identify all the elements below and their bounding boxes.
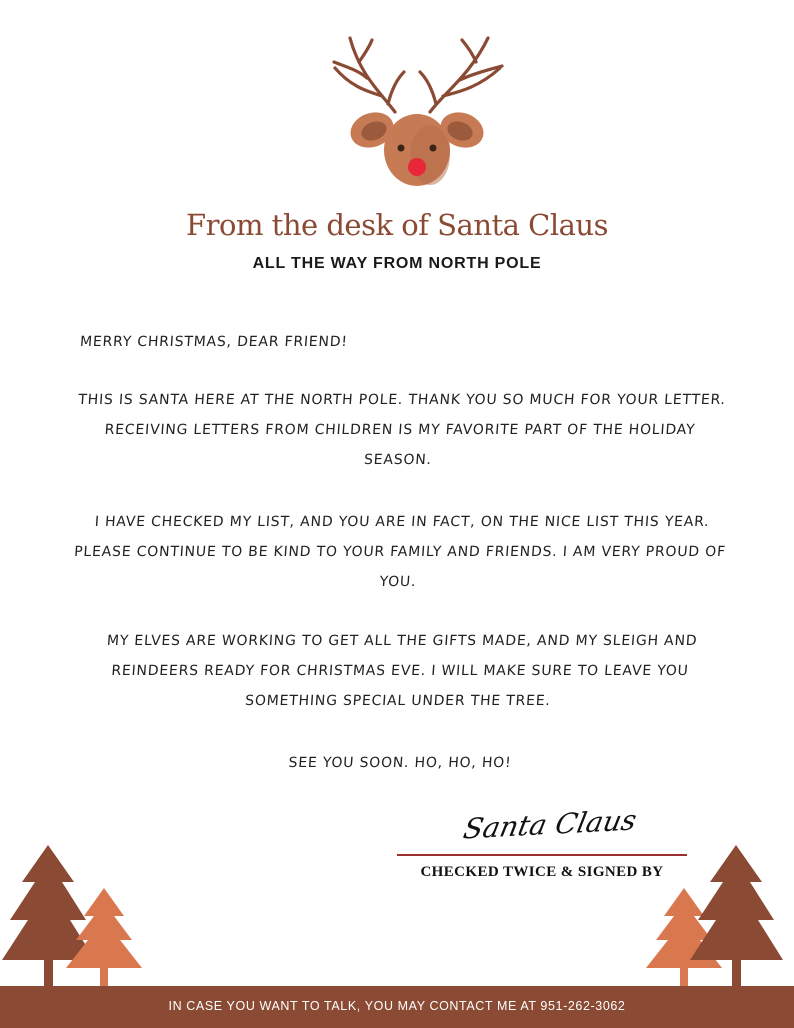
footer-contact-text: IN CASE YOU WANT TO TALK, YOU MAY CONTACT ME AT 951-262-3062 xyxy=(168,999,626,1013)
reindeer-nose xyxy=(408,158,426,176)
signature: Santa Claus xyxy=(460,803,640,846)
page-title: From the desk of Santa Claus xyxy=(186,208,608,242)
letter-signoff: SEE YOU SOON. HO, HO, HO! xyxy=(287,755,512,771)
reindeer-antlers xyxy=(334,38,502,112)
letter-paragraph-3: MY ELVES ARE WORKING TO GET ALL THE GIFTS MADE, AND MY SLEIGH AND REINDEERS READY FOR CHRISTMAS EVE. I WILL MAKE SURE TO LEAVE YOU SOMETHING SPECIAL UNDER THE TREE. xyxy=(106,633,698,709)
page-subtitle: ALL THE WAY FROM NORTH POLE xyxy=(252,255,542,272)
footer-bar xyxy=(0,986,794,1028)
reindeer-icon xyxy=(0,0,794,200)
signature-caption: CHECKED TWICE & SIGNED BY xyxy=(420,864,664,880)
tree-icon-right xyxy=(640,840,794,986)
letter-greeting: MERRY CHRISTMAS, DEAR FRIEND! xyxy=(79,334,349,350)
letter-paragraph-2: I HAVE CHECKED MY LIST, AND YOU ARE IN FACT, ON THE NICE LIST THIS YEAR. PLEASE CONTINUE TO BE KIND TO YOUR FAMILY AND FRIENDS. I AM VERY PROUD OF YOU. xyxy=(73,514,727,590)
reindeer-face xyxy=(384,114,450,186)
letter-paragraph-1: THIS IS SANTA HERE AT THE NORTH POLE. THANK YOU SO MUCH FOR YOUR LETTER. RECEIVING LETTERS FROM CHILDREN IS MY FAVORITE PART OF THE HOLIDAY SEASON. xyxy=(77,392,727,468)
tree-icon-left xyxy=(0,840,160,986)
